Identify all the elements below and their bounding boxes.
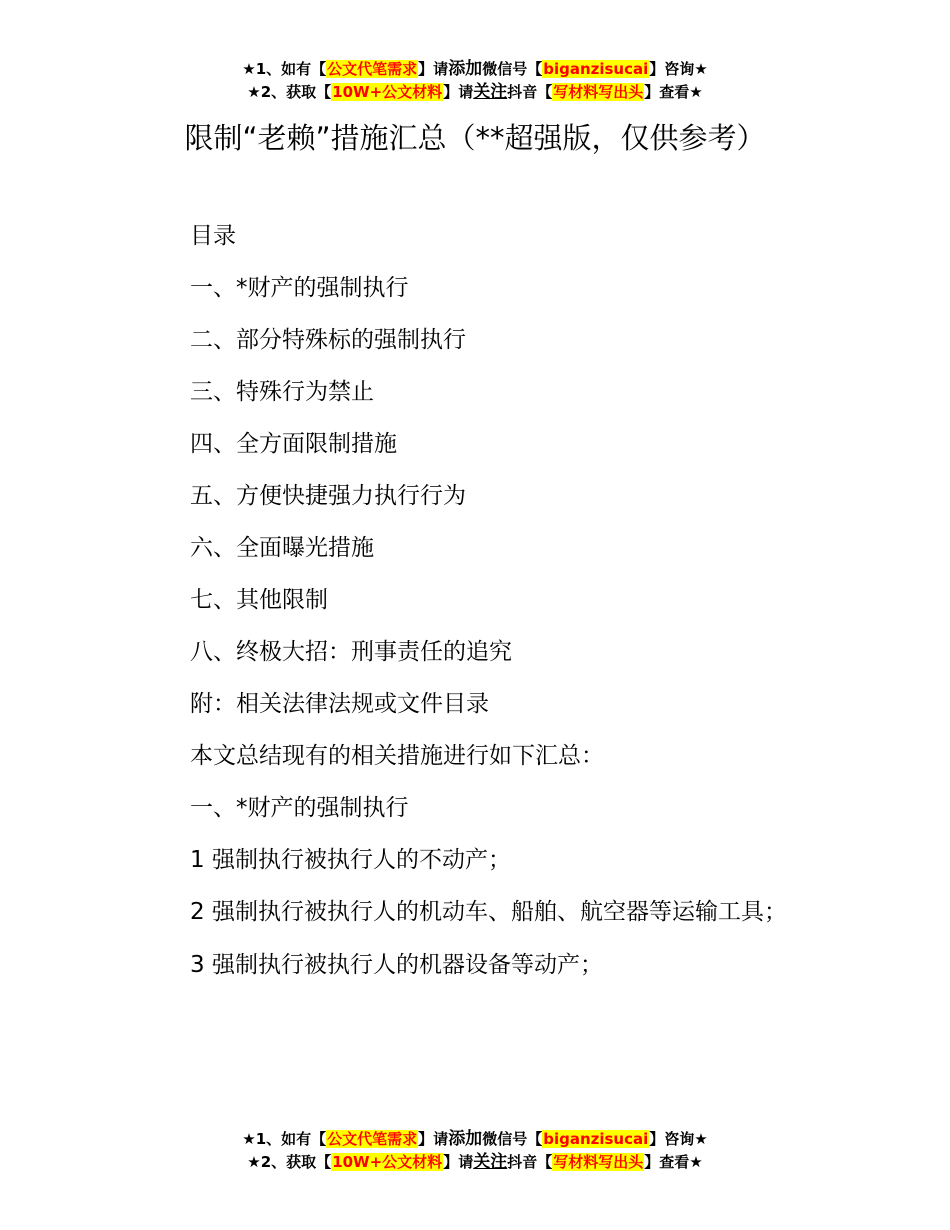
toc-item: 三、特殊行为禁止 (190, 379, 374, 405)
banner-emphasis: 添加 (448, 59, 483, 79)
list-item: 3 强制执行被执行人的机器设备等动产； (190, 952, 603, 978)
list-item: 1 强制执行被执行人的不动产； (190, 847, 511, 873)
banner-text: 】请 (443, 83, 474, 101)
toc-item: 一、*财产的强制执行 (190, 275, 409, 301)
banner-highlight: 10W+公文材料 (332, 1153, 443, 1171)
footer-banner (0, 1128, 950, 1174)
banner-line-1 (0, 58, 950, 81)
banner-text: 抖音【 (507, 1153, 553, 1171)
banner-text: 微信号【 (482, 60, 543, 78)
banner-line-1 (0, 1128, 950, 1151)
banner-text: 】咨询★ (649, 60, 708, 78)
banner-text: 】请 (418, 1130, 449, 1148)
document-body (140, 210, 820, 991)
banner-emphasis: 关注 (473, 82, 508, 102)
toc-heading: 目录 (190, 223, 236, 249)
banner-highlight: 公文代笔需求 (327, 1130, 418, 1148)
banner-emphasis: 添加 (448, 1129, 483, 1149)
banner-text: 微信号【 (482, 1130, 543, 1148)
banner-text: 】请 (418, 60, 449, 78)
banner-highlight: 10W+公文材料 (332, 83, 443, 101)
banner-text: 】请 (443, 1153, 474, 1171)
toc-item: 四、全方面限制措施 (190, 431, 397, 457)
banner-line-2 (0, 1151, 950, 1174)
toc-item: 二、部分特殊标的强制执行 (190, 327, 466, 353)
document-title: 限制“老赖”措施汇总（**超强版，仅供参考） (184, 121, 766, 155)
toc-item: 五、方便快捷强力执行行为 (190, 483, 466, 509)
banner-text: 】查看★ (644, 83, 703, 101)
banner-line-2 (0, 81, 950, 104)
toc-item: 八、终极大招：刑事责任的追究 (190, 639, 512, 665)
banner-wechat-id: biganzisucai (543, 60, 649, 78)
toc-item: 附：相关法律法规或文件目录 (190, 691, 489, 717)
banner-text: 抖音【 (507, 83, 553, 101)
header-banner (0, 58, 950, 104)
banner-text: 】查看★ (644, 1153, 703, 1171)
banner-text: ★1、如有【 (242, 60, 327, 78)
list-item: 2 强制执行被执行人的机动车、船舶、航空器等运输工具； (190, 899, 787, 925)
banner-douyin-id: 写材料写出头 (553, 83, 644, 101)
banner-text: ★2、获取【 (247, 83, 332, 101)
banner-text: 】咨询★ (649, 1130, 708, 1148)
banner-emphasis: 关注 (473, 1152, 508, 1172)
banner-text: ★1、如有【 (242, 1130, 327, 1148)
banner-text: ★2、获取【 (247, 1153, 332, 1171)
banner-douyin-id: 写材料写出头 (553, 1153, 644, 1171)
banner-wechat-id: biganzisucai (543, 1130, 649, 1148)
toc-item: 七、其他限制 (190, 587, 328, 613)
toc-item: 六、全面曝光措施 (190, 535, 374, 561)
section-heading: 一、*财产的强制执行 (190, 795, 409, 821)
banner-highlight: 公文代笔需求 (327, 60, 418, 78)
intro-paragraph: 本文总结现有的相关措施进行如下汇总： (190, 743, 604, 769)
